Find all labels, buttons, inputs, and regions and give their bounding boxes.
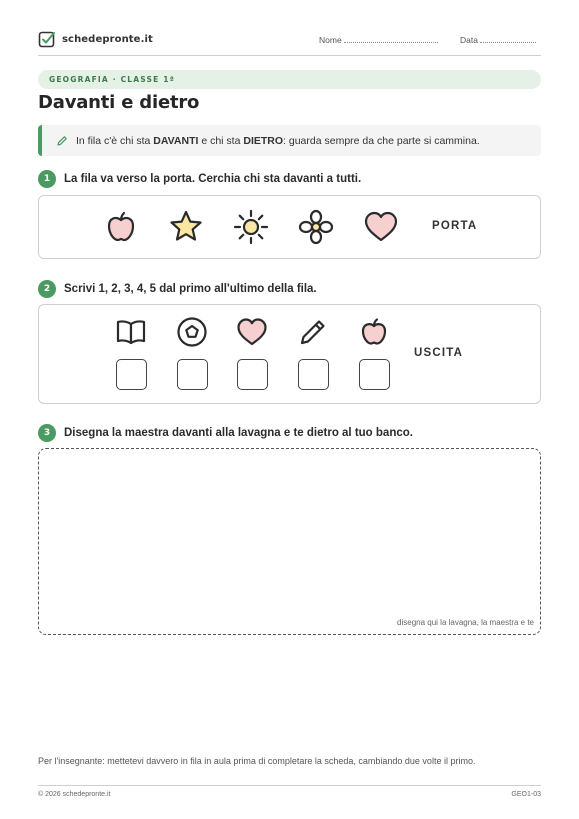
checkbox-logo-icon: [38, 30, 56, 48]
subject-badge-text: GEOGRAFIA · CLASSE 1ª: [49, 75, 176, 84]
drawing-area[interactable]: [38, 448, 541, 635]
name-field[interactable]: Nome: [319, 35, 438, 45]
question-1: [38, 170, 361, 188]
heart-icon: [234, 314, 270, 350]
queue-box-2: [38, 304, 541, 404]
date-line: [480, 35, 536, 43]
star-icon[interactable]: [166, 207, 206, 247]
answer-box-5[interactable]: [359, 359, 390, 390]
question-3-number: 3: [38, 424, 56, 442]
question-1-number: 1: [38, 170, 56, 188]
teacher-note: Per l'insegnante: mettetevi davvero in fila in aula prima di completare la scheda, cambiando due volte il primo.: [38, 756, 476, 766]
queue-2-slot-1: [113, 314, 149, 390]
copyright-text: © 2026 schedepronte.it: [38, 791, 111, 798]
answer-box-1[interactable]: [116, 359, 147, 390]
question-2-text: Scrivi 1, 2, 3, 4, 5 dal primo all'ultimo della fila.: [64, 283, 317, 295]
page-header: [38, 30, 541, 56]
queue-2-end-label: USCITA: [414, 347, 464, 359]
name-line: [344, 35, 438, 43]
page-footer: [38, 785, 541, 798]
drawing-hint: disegna qui la lavagna, la maestra e te: [397, 618, 534, 627]
subject-badge: [38, 70, 541, 89]
brand-name: schedepronte.it: [62, 33, 153, 45]
sun-icon[interactable]: [231, 207, 271, 247]
brand-logo: [38, 30, 153, 48]
question-3-text: Disegna la maestra davanti alla lavagna e te dietro al tuo banco.: [64, 427, 413, 439]
date-field[interactable]: Data: [460, 35, 536, 45]
queue-1-icons: [101, 196, 401, 258]
keyword-davanti: DAVANTI: [153, 134, 199, 147]
question-2: [38, 280, 317, 298]
answer-box-3[interactable]: [237, 359, 268, 390]
apple-icon[interactable]: [101, 207, 141, 247]
queue-1-end-label: PORTA: [432, 220, 478, 232]
heart-icon[interactable]: [361, 207, 401, 247]
queue-2-slot-5: [356, 314, 392, 390]
queue-2-slot-2: [174, 314, 210, 390]
keyword-dietro: DIETRO: [243, 134, 284, 147]
instruction-note-text: In fila c'è chi sta DAVANTI e chi sta DIETRO: guarda sempre da che parte si cammina.: [76, 134, 480, 147]
instruction-note: [38, 125, 541, 156]
page-title: Davanti e dietro: [38, 92, 200, 113]
ball-icon: [174, 314, 210, 350]
answer-box-2[interactable]: [177, 359, 208, 390]
queue-2-slot-4: [295, 314, 331, 390]
queue-box-1: [38, 195, 541, 259]
answer-box-4[interactable]: [298, 359, 329, 390]
pencil-icon: [56, 135, 68, 147]
pencil-icon: [295, 314, 331, 350]
apple-icon: [356, 314, 392, 350]
sheet-code: GEO1-03: [511, 791, 541, 798]
question-1-text: La fila va verso la porta. Cerchia chi sta davanti a tutti.: [64, 173, 362, 185]
flower-icon[interactable]: [296, 207, 336, 247]
book-icon: [113, 314, 149, 350]
queue-2-slot-3: [234, 314, 270, 390]
question-2-number: 2: [38, 280, 56, 298]
question-3: [38, 424, 413, 442]
